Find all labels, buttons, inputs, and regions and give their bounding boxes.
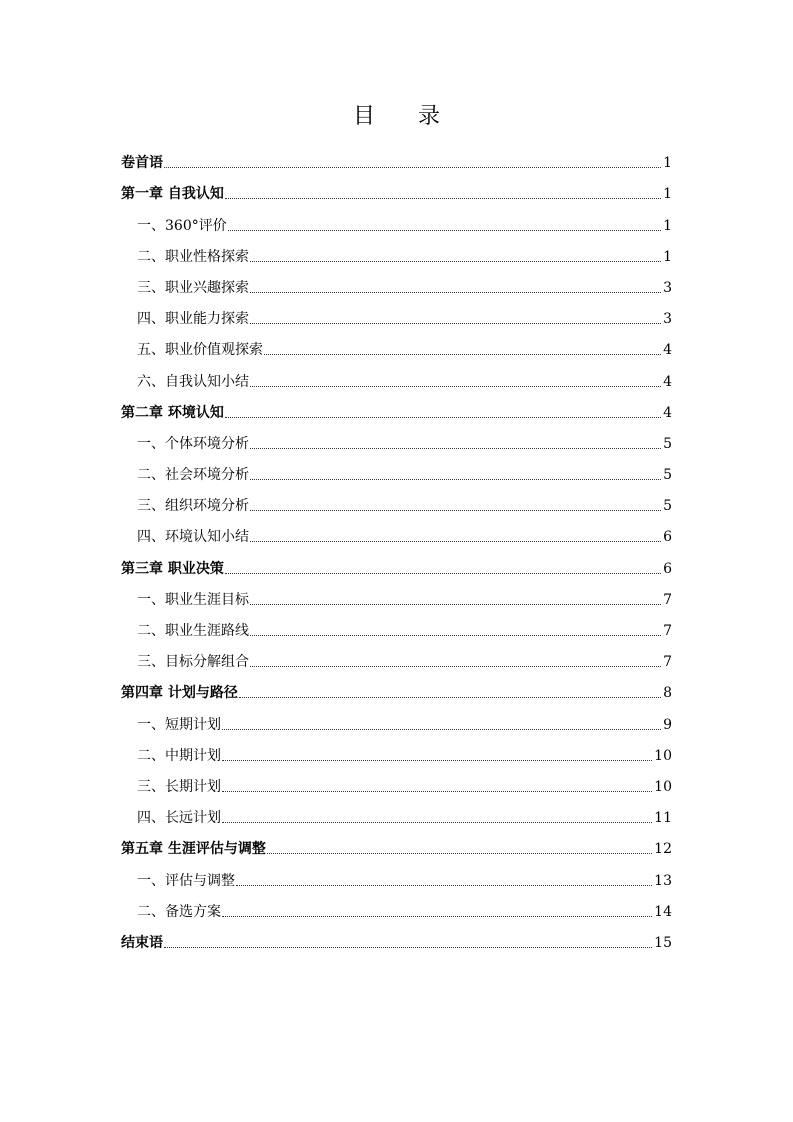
toc-dot-leader [250, 448, 661, 449]
toc-entry-title: 三、组织环境分析 [137, 498, 249, 515]
toc-dot-leader [225, 573, 661, 574]
toc-page-number: 6 [663, 560, 672, 577]
toc-entry-title: 第二章 环境认知 [121, 404, 224, 421]
toc-dot-leader [250, 541, 661, 542]
toc-page-number: 10 [654, 747, 672, 764]
toc-page-number: 1 [663, 155, 672, 172]
toc-dot-leader [222, 916, 652, 917]
toc-entry-title: 第一章 自我认知 [121, 186, 224, 203]
toc-dot-leader [236, 885, 652, 886]
toc-page-number: 14 [654, 903, 672, 920]
toc-page-number: 3 [663, 311, 672, 328]
toc-section-entry[interactable] [121, 422, 672, 453]
toc-entry-title: 四、长远计划 [137, 810, 221, 827]
toc-entry-title: 一、评估与调整 [137, 872, 235, 889]
toc-page-number: 3 [663, 279, 672, 296]
toc-dot-leader [250, 386, 661, 387]
toc-dot-leader [250, 479, 661, 480]
toc-section-entry[interactable] [121, 328, 672, 359]
toc-page-number: 4 [663, 404, 672, 421]
toc-dot-leader [250, 292, 661, 293]
toc-page-number: 8 [663, 685, 672, 702]
toc-section-entry[interactable] [121, 578, 672, 609]
toc-page-number: 15 [654, 934, 672, 951]
toc-section-entry[interactable] [121, 297, 672, 328]
toc-entry-title: 一、短期计划 [137, 716, 221, 733]
toc-page-number: 7 [663, 591, 672, 608]
toc-entry-title: 一、360°评价 [137, 217, 227, 234]
toc-entry-title: 二、中期计划 [137, 747, 221, 764]
toc-entry-title: 第三章 职业决策 [121, 560, 224, 577]
toc-dot-leader [250, 261, 661, 262]
toc-page-number: 5 [663, 435, 672, 452]
toc-page-number: 7 [663, 623, 672, 639]
toc-dot-leader [250, 635, 661, 636]
toc-section-entry[interactable] [121, 515, 672, 546]
toc-entry-title: 二、社会环境分析 [137, 467, 249, 484]
toc-page-number: 12 [654, 841, 672, 858]
toc-chapter-entry[interactable] [121, 141, 672, 172]
toc-entry-title: 三、长期计划 [137, 778, 221, 795]
toc-page-number: 4 [663, 342, 672, 359]
toc-dot-leader [239, 697, 661, 698]
toc-section-entry[interactable] [121, 702, 672, 733]
toc-dot-leader [250, 323, 661, 324]
toc-page-number: 9 [663, 716, 672, 733]
toc-section-entry[interactable] [121, 453, 672, 484]
toc-section-entry[interactable] [121, 484, 672, 515]
toc-page-number: 5 [663, 467, 672, 484]
toc-dot-leader [267, 853, 652, 854]
toc-entry-title: 四、职业能力探索 [137, 311, 249, 328]
toc-entry-title: 四、环境认知小结 [137, 529, 249, 546]
toc-title: 目 录 [353, 104, 458, 129]
toc-chapter-entry[interactable] [121, 546, 672, 577]
toc-page-number: 1 [663, 217, 672, 234]
toc-chapter-entry[interactable] [121, 827, 672, 858]
toc-section-entry[interactable] [121, 796, 672, 827]
toc-entry-title: 二、备选方案 [137, 903, 221, 920]
toc-entry-title: 结束语 [121, 934, 163, 951]
toc-dot-leader [250, 666, 661, 667]
toc-section-entry[interactable] [121, 609, 672, 640]
toc-dot-leader [264, 354, 661, 355]
toc-page-number: 13 [654, 872, 672, 889]
toc-page-number: 11 [654, 810, 672, 827]
toc-page-number: 1 [663, 248, 672, 265]
toc-dot-leader [250, 510, 661, 511]
toc-page-number: 5 [663, 498, 672, 515]
toc-page-number: 1 [663, 186, 672, 203]
toc-entry-title: 第四章 计划与路径 [121, 685, 238, 702]
toc-entry-title: 一、个体环境分析 [137, 435, 249, 452]
toc-section-entry[interactable] [121, 640, 672, 671]
toc-entry-title: 二、职业生涯路线 [137, 623, 249, 639]
toc-dot-leader [222, 729, 661, 730]
toc-page-number: 10 [654, 778, 672, 795]
toc-section-entry[interactable] [121, 890, 672, 921]
toc-entry-title: 第五章 生涯评估与调整 [121, 841, 266, 858]
toc-dot-leader [164, 947, 652, 948]
toc-entry-title: 一、职业生涯目标 [137, 591, 249, 608]
toc-section-entry[interactable] [121, 266, 672, 297]
toc-chapter-entry[interactable] [121, 921, 672, 952]
toc-section-entry[interactable] [121, 235, 672, 266]
toc-section-entry[interactable] [121, 203, 672, 234]
toc-section-entry[interactable] [121, 765, 672, 796]
toc-dot-leader [222, 760, 652, 761]
toc-section-entry[interactable] [121, 858, 672, 889]
toc-entry-title: 二、职业性格探索 [137, 248, 249, 265]
toc-page-number: 7 [663, 654, 672, 671]
toc-chapter-entry[interactable] [121, 172, 672, 203]
toc-dot-leader [164, 167, 661, 168]
toc-dot-leader [225, 417, 661, 418]
toc-chapter-entry[interactable] [121, 391, 672, 422]
toc-section-entry[interactable] [121, 359, 672, 390]
toc-dot-leader [222, 791, 652, 792]
toc-chapter-entry[interactable] [121, 671, 672, 702]
toc-entry-title: 六、自我认知小结 [137, 373, 249, 390]
toc-entry-title: 卷首语 [121, 155, 163, 172]
toc-page-number: 4 [663, 373, 672, 390]
toc-dot-leader [250, 604, 661, 605]
toc-entry-title: 三、职业兴趣探索 [137, 279, 249, 296]
toc-dot-leader [228, 230, 661, 231]
toc-section-entry[interactable] [121, 734, 672, 765]
toc-dot-leader [225, 198, 661, 199]
toc-page-number: 6 [663, 529, 672, 546]
toc-list [121, 141, 672, 952]
toc-dot-leader [222, 822, 652, 823]
toc-entry-title: 三、目标分解组合 [137, 654, 249, 671]
toc-entry-title: 五、职业价值观探索 [137, 342, 263, 359]
